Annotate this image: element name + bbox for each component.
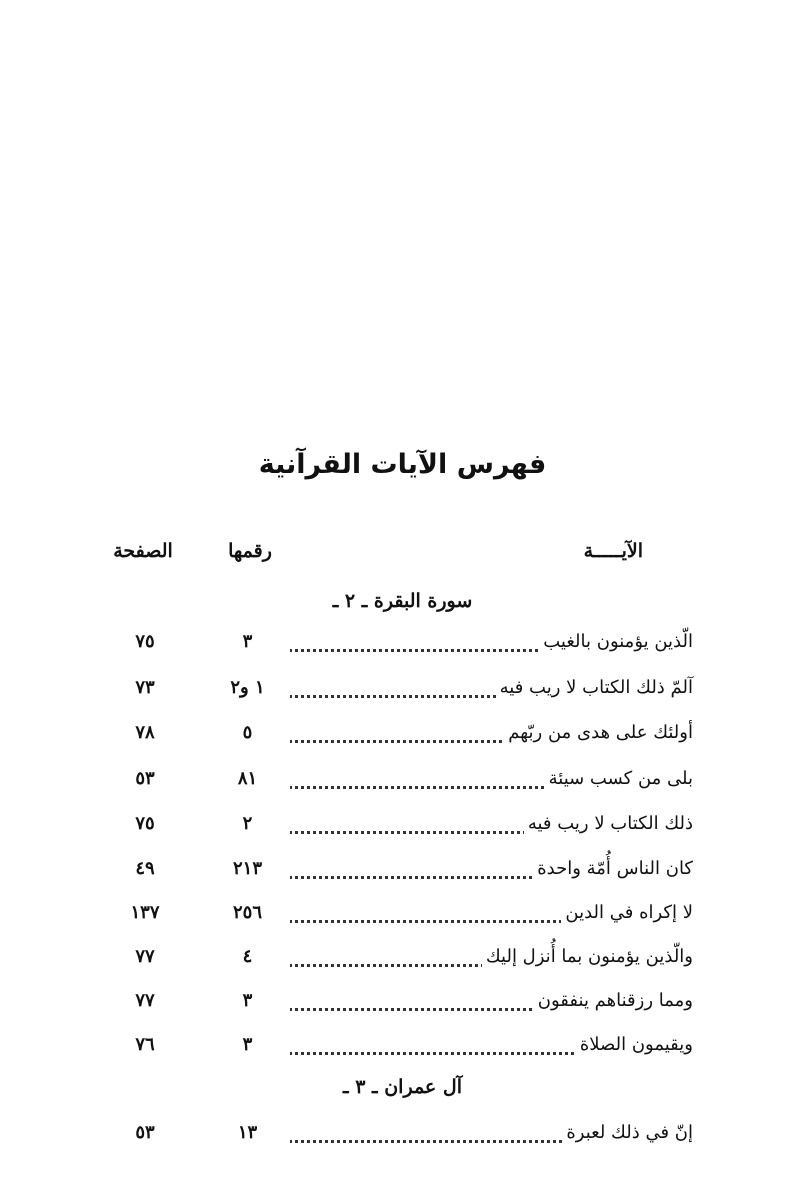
table-row (0, 902, 805, 934)
verse-number: ٢٥٦ (205, 902, 290, 923)
page-number: ٥٣ (135, 1122, 155, 1143)
verse-text: آلمّ ذلك الكتاب لا ريب فيه (496, 677, 693, 698)
verse-number: ١٣ (205, 1122, 290, 1143)
page-number: ٧٧ (135, 946, 155, 967)
column-header-page: الصفحة (113, 540, 173, 562)
verse-text: الّذين يؤمنون بالغيب (539, 631, 693, 652)
table-row (0, 858, 805, 890)
page-number: ٤٩ (135, 858, 155, 879)
surah-heading: سورة البقرة ـ ٢ ـ (332, 590, 473, 612)
page-number: ٥٣ (135, 768, 155, 789)
verse-number: ٢١٣ (205, 858, 290, 879)
table-row (0, 946, 805, 978)
column-header-number: رقمها (228, 540, 272, 562)
verse-text: إنّ في ذلك لعبرة (562, 1122, 693, 1143)
page-title: فهرس الآيات القرآنية (258, 449, 547, 480)
verse-number: ٥ (205, 722, 290, 743)
verse-text: ويقيمون الصلاة (576, 1034, 693, 1055)
page-number: ٧٨ (135, 722, 155, 743)
verse-text: والّذين يؤمنون بما أُنزل إليك (482, 946, 693, 967)
verse-text: أولئك على هدى من ربّهم (504, 722, 693, 743)
verse-number: ٣ (205, 1034, 290, 1055)
verse-number: ٣ (205, 990, 290, 1011)
verse-number: ١ و٢ (205, 677, 290, 698)
surah-heading: آل عمران ـ ٣ ـ (343, 1076, 462, 1098)
table-row (0, 677, 805, 709)
page-number: ١٣٧ (130, 902, 160, 923)
verse-text: لا إكراه في الدين (561, 902, 693, 923)
verse-text: بلى من كسب سيئة (545, 768, 693, 789)
verse-number: ٨١ (205, 768, 290, 789)
page-number: ٧٣ (135, 677, 155, 698)
verse-number: ٣ (205, 631, 290, 652)
verse-text: ذلك الكتاب لا ريب فيه (524, 813, 693, 834)
column-header-aya: الآيـــــة (583, 540, 643, 562)
verse-text: ومما رزقناهم ينفقون (534, 990, 693, 1011)
table-row (0, 1034, 805, 1066)
page-number: ٧٥ (135, 813, 155, 834)
table-row (0, 813, 805, 845)
table-row (0, 631, 805, 663)
page-number: ٧٥ (135, 631, 155, 652)
verse-number: ٢ (205, 813, 290, 834)
table-row (0, 722, 805, 754)
verse-number: ٤ (205, 946, 290, 967)
verse-text: كان الناس أُمّة واحدة (533, 858, 693, 879)
table-row (0, 990, 805, 1022)
table-row (0, 768, 805, 800)
page-number: ٧٦ (135, 1034, 155, 1055)
table-row (0, 1122, 805, 1154)
page-number: ٧٧ (135, 990, 155, 1011)
